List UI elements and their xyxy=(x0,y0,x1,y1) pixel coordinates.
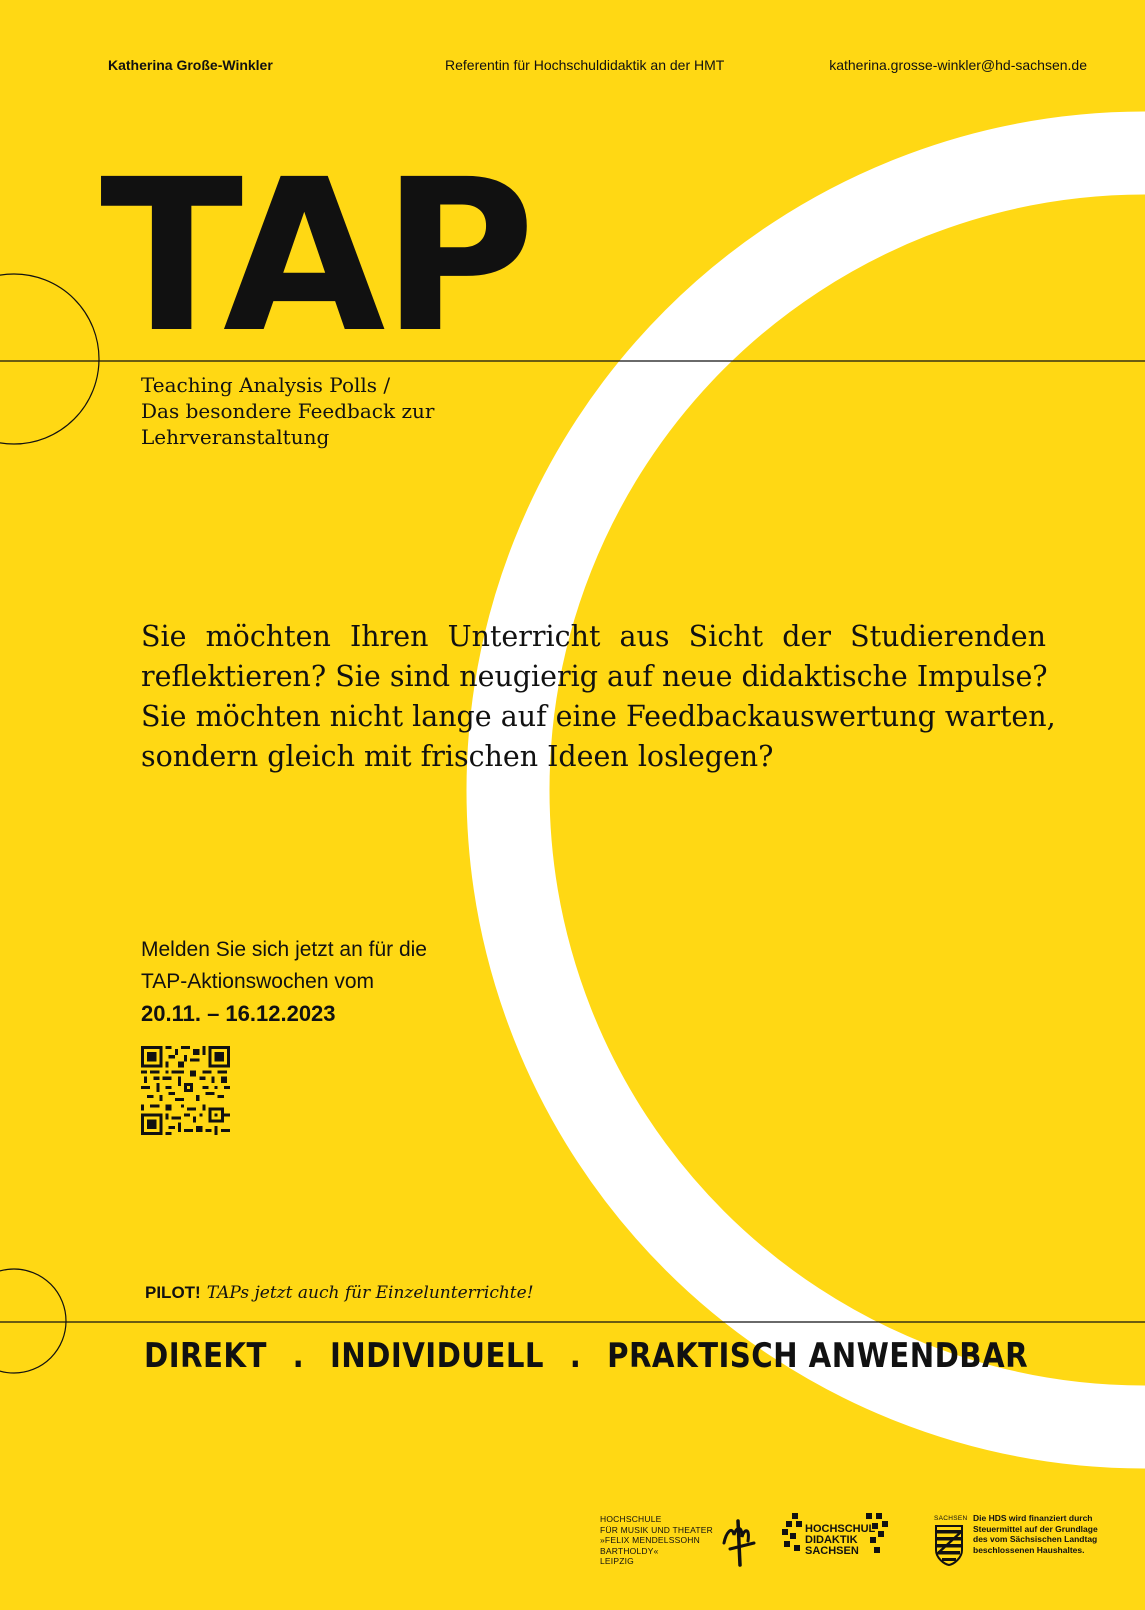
sachsen-crest-icon xyxy=(934,1524,964,1566)
hmt-line: BARTHOLDY« xyxy=(600,1545,659,1556)
slogan-separator: . xyxy=(292,1336,305,1376)
funding-line: Die HDS wird finanziert durch xyxy=(973,1513,1093,1523)
sachsen-label: SACHSEN xyxy=(934,1515,968,1522)
intro-line: Sie möchten nicht lange auf eine Feedbackauswertung warten, xyxy=(141,700,1056,733)
slogan-separator: . xyxy=(569,1336,582,1376)
hmt-logo-icon xyxy=(718,1513,758,1569)
subtitle-line: Teaching Analysis Polls / xyxy=(141,373,391,397)
registration-line-1: Melden Sie sich jetzt an für die xyxy=(141,938,427,961)
funding-note xyxy=(973,1513,1098,1555)
slogan-word: PRAKTISCH ANWENDBAR xyxy=(607,1336,1029,1376)
pilot-note xyxy=(145,1283,534,1303)
hds-line: DIDAKTIK xyxy=(805,1534,858,1546)
author-role: Referentin für Hochschuldidaktik an der HMT xyxy=(445,57,725,73)
hmt-line: FÜR MUSIK UND THEATER xyxy=(600,1524,713,1535)
hmt-line: HOCHSCHULE xyxy=(600,1514,662,1524)
registration-line-2: TAP-Aktionswochen vom xyxy=(141,970,375,993)
funding-line: des vom Sächsischen Landtag xyxy=(973,1534,1098,1544)
hmt-institution-text xyxy=(600,1514,713,1567)
hds-line: SACHSEN xyxy=(805,1545,859,1557)
author-name: Katherina Große-Winkler xyxy=(108,57,273,73)
slogan-word: DIREKT xyxy=(144,1336,267,1376)
funding-line: beschlossenen Haushaltes. xyxy=(973,1544,1085,1555)
subtitle xyxy=(141,372,434,450)
intro-line: sondern gleich mit frischen Ideen loslegen? xyxy=(141,740,774,773)
intro-text xyxy=(141,617,1056,777)
slogan xyxy=(144,1336,1028,1376)
pilot-label: PILOT! xyxy=(145,1283,201,1302)
registration-block xyxy=(141,934,427,1030)
pilot-text: TAPs jetzt auch für Einzelunterrichte! xyxy=(206,1283,534,1303)
subtitle-line: Das besondere Feedback zur xyxy=(141,399,435,423)
funding-line: Steuermittel auf der Grundlage xyxy=(973,1523,1098,1534)
registration-dates: 20.11. – 16.12.2023 xyxy=(141,1001,336,1026)
author-email[interactable]: katherina.grosse-winkler@hd-sachsen.de xyxy=(829,57,1087,73)
hds-line: HOCHSCHUL xyxy=(805,1523,876,1535)
qr-code-icon[interactable] xyxy=(141,1046,230,1135)
hds-wordmark xyxy=(805,1524,875,1557)
subtitle-line: Lehrveranstaltung xyxy=(141,425,330,449)
intro-line: Sie möchten Ihren Unterricht aus Sicht der Studierenden xyxy=(141,620,1046,653)
left-circle-top xyxy=(0,274,99,444)
hmt-line: »FELIX MENDELSSOHN xyxy=(600,1535,700,1545)
left-circle-bottom xyxy=(0,1269,66,1373)
page-title: TAP xyxy=(100,134,532,379)
white-ring xyxy=(508,153,1145,1427)
slogan-word: INDIVIDUELL xyxy=(329,1336,544,1376)
hmt-line: LEIPZIG xyxy=(600,1556,634,1566)
intro-line: reflektieren? Sie sind neugierig auf neue didaktische Impulse? xyxy=(141,660,1048,693)
